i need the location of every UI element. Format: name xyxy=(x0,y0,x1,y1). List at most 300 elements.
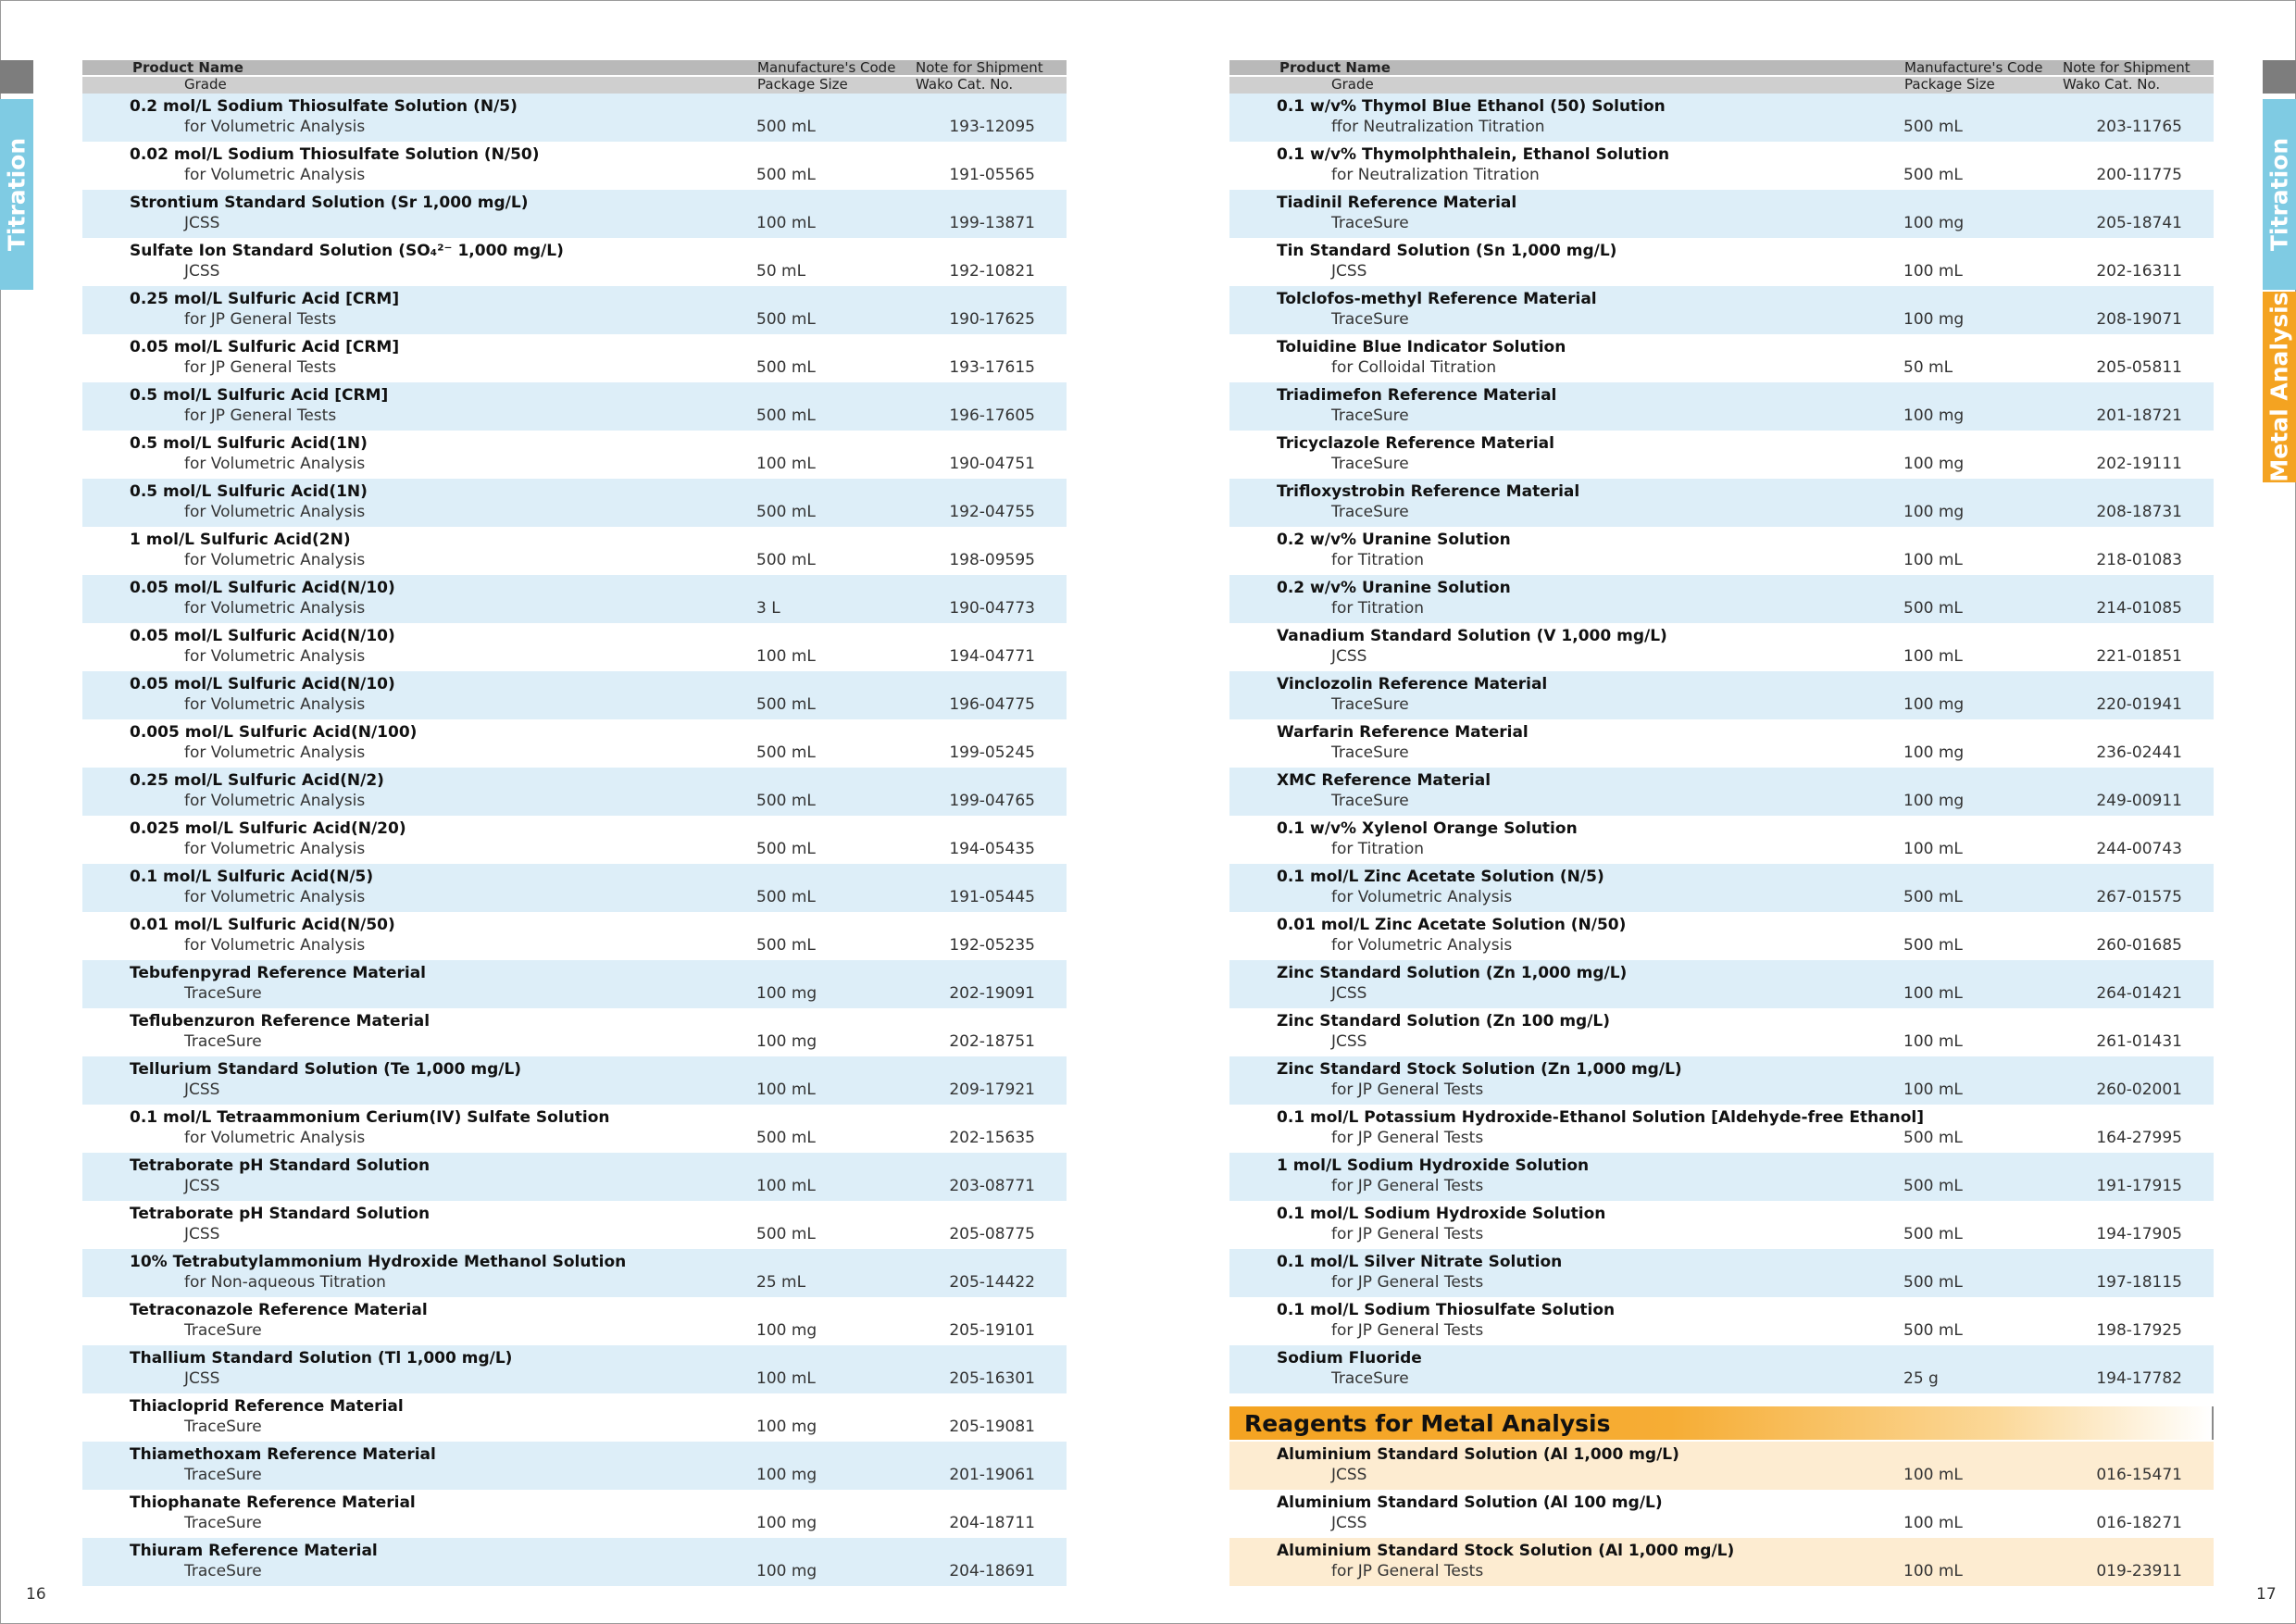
table-row xyxy=(1229,238,2214,286)
product-name: 1 mol/L Sulfuric Acid(2N) xyxy=(130,531,351,549)
package-size: 100 mg xyxy=(756,1418,817,1436)
product-grade: for Volumetric Analysis xyxy=(184,503,366,521)
right-product-table xyxy=(1229,60,2214,1586)
product-grade: TraceSure xyxy=(184,1466,262,1484)
product-name: Vanadium Standard Solution (V 1,000 mg/L) xyxy=(1277,627,1667,645)
package-size: 500 mL xyxy=(1903,1321,1963,1340)
catalog-number: 196-04775 xyxy=(949,695,1035,714)
package-size: 500 mL xyxy=(756,936,816,955)
package-size: 100 mL xyxy=(1903,1081,1963,1099)
product-grade: for Neutralization Titration xyxy=(1331,166,1540,184)
package-size: 100 mg xyxy=(1903,695,1965,714)
product-grade: for Volumetric Analysis xyxy=(184,551,366,569)
catalog-number: 192-04755 xyxy=(949,503,1035,521)
product-name: Toluidine Blue Indicator Solution xyxy=(1277,338,1566,356)
tab-titration-left[interactable] xyxy=(0,99,33,290)
package-size: 100 mL xyxy=(1903,984,1963,1003)
catalog-number: 202-19091 xyxy=(949,984,1035,1003)
product-name: Tricyclazole Reference Material xyxy=(1277,434,1554,453)
table-row xyxy=(82,1442,1067,1490)
tab-label: Metal Analysis xyxy=(2265,292,2293,482)
product-grade: for Volumetric Analysis xyxy=(184,936,366,955)
package-size: 100 mL xyxy=(1903,1466,1963,1484)
product-grade: TraceSure xyxy=(184,1562,262,1580)
product-name: Aluminium Standard Stock Solution (Al 1,000 mg/L) xyxy=(1277,1542,1735,1560)
table-row xyxy=(1229,575,2214,623)
product-name: 0.05 mol/L Sulfuric Acid(N/10) xyxy=(130,579,395,597)
catalog-number: 205-18741 xyxy=(2096,214,2182,232)
product-grade: for Volumetric Analysis xyxy=(184,840,366,858)
table-row xyxy=(1229,1008,2214,1056)
gray-marker xyxy=(0,60,33,94)
catalog-number: 202-18751 xyxy=(949,1032,1035,1051)
product-grade: JCSS xyxy=(184,1225,220,1243)
product-name: Triadimefon Reference Material xyxy=(1277,386,1557,405)
product-name: 0.1 mol/L Silver Nitrate Solution xyxy=(1277,1253,1563,1271)
product-name: 0.005 mol/L Sulfuric Acid(N/100) xyxy=(130,723,418,742)
product-grade: for JP General Tests xyxy=(1331,1562,1484,1580)
package-size: 500 mL xyxy=(1903,888,1963,906)
package-size: 500 mL xyxy=(756,743,816,762)
catalog-number: 202-19111 xyxy=(2096,455,2182,473)
catalog-number: 205-19101 xyxy=(949,1321,1035,1340)
table-row xyxy=(82,286,1067,334)
catalog-number: 209-17921 xyxy=(949,1081,1035,1099)
section-banner xyxy=(1229,1406,2214,1440)
package-size: 500 mL xyxy=(756,792,816,810)
package-size: 500 mL xyxy=(1903,1225,1963,1243)
table-row xyxy=(1229,768,2214,816)
table-row xyxy=(1229,190,2214,238)
product-grade: JCSS xyxy=(1331,262,1367,281)
catalog-number: 205-14422 xyxy=(949,1273,1035,1292)
catalog-number: 218-01083 xyxy=(2096,551,2182,569)
product-grade: for Volumetric Analysis xyxy=(184,166,366,184)
header-product-name: Product Name xyxy=(132,59,243,76)
product-name: Thiamethoxam Reference Material xyxy=(130,1445,436,1464)
catalog-number: 203-11765 xyxy=(2096,118,2182,136)
header-note-shipment: Note for Shipment xyxy=(2063,59,2190,76)
catalog-number: 260-01685 xyxy=(2096,936,2182,955)
table-row xyxy=(82,479,1067,527)
catalog-number: 202-15635 xyxy=(949,1129,1035,1147)
catalog-number: 193-17615 xyxy=(949,358,1035,377)
product-name: 0.5 mol/L Sulfuric Acid(1N) xyxy=(130,482,368,501)
catalog-number: 194-17905 xyxy=(2096,1225,2182,1243)
catalog-number: 208-19071 xyxy=(2096,310,2182,329)
table-row xyxy=(1229,94,2214,142)
catalog-number: 190-17625 xyxy=(949,310,1035,329)
catalog-number: 203-08771 xyxy=(949,1177,1035,1195)
table-row xyxy=(1229,1297,2214,1345)
table-header xyxy=(82,60,1067,94)
package-size: 100 mL xyxy=(1903,647,1963,666)
catalog-number: 199-13871 xyxy=(949,214,1035,232)
table-row xyxy=(82,864,1067,912)
table-row xyxy=(82,1297,1067,1345)
table-header xyxy=(1229,60,2214,94)
product-grade: for Colloidal Titration xyxy=(1331,358,1497,377)
catalog-number: 201-18721 xyxy=(2096,406,2182,425)
package-size: 500 mL xyxy=(1903,1273,1963,1292)
catalog-number: 016-15471 xyxy=(2096,1466,2182,1484)
catalog-number: 205-19081 xyxy=(949,1418,1035,1436)
table-row xyxy=(82,1490,1067,1538)
package-size: 100 mL xyxy=(756,214,816,232)
table-row xyxy=(82,334,1067,382)
product-name: Tetraconazole Reference Material xyxy=(130,1301,428,1319)
product-name: Tebufenpyrad Reference Material xyxy=(130,964,427,982)
table-row xyxy=(1229,142,2214,190)
product-grade: for Volumetric Analysis xyxy=(184,599,366,618)
product-name: 0.25 mol/L Sulfuric Acid [CRM] xyxy=(130,290,400,308)
catalog-number: 019-23911 xyxy=(2096,1562,2182,1580)
catalog-number: 197-18115 xyxy=(2096,1273,2182,1292)
product-grade: TraceSure xyxy=(184,984,262,1003)
table-row xyxy=(82,768,1067,816)
product-name: 0.2 w/v% Uranine Solution xyxy=(1277,531,1511,549)
package-size: 100 mg xyxy=(756,1032,817,1051)
catalog-number: 205-05811 xyxy=(2096,358,2182,377)
catalog-number: 190-04773 xyxy=(949,599,1035,618)
product-grade: ffor Neutralization Titration xyxy=(1331,118,1545,136)
product-name: Sulfate Ion Standard Solution (SO₄²⁻ 1,000 mg/L) xyxy=(130,242,564,260)
package-size: 25 mL xyxy=(756,1273,806,1292)
catalog-number: 198-09595 xyxy=(949,551,1035,569)
table-row xyxy=(1229,431,2214,479)
table-row xyxy=(1229,479,2214,527)
tab-label: Titration xyxy=(3,137,31,252)
product-grade: for Volumetric Analysis xyxy=(184,792,366,810)
package-size: 100 mL xyxy=(1903,1562,1963,1580)
product-grade: for JP General Tests xyxy=(1331,1225,1484,1243)
product-name: Tin Standard Solution (Sn 1,000 mg/L) xyxy=(1277,242,1617,260)
product-grade: for Non-aqueous Titration xyxy=(184,1273,386,1292)
package-size: 500 mL xyxy=(1903,118,1963,136)
catalog-number: 204-18691 xyxy=(949,1562,1035,1580)
table-row xyxy=(1229,527,2214,575)
gray-marker xyxy=(2263,60,2296,94)
product-grade: for Volumetric Analysis xyxy=(184,743,366,762)
table-row xyxy=(82,1056,1067,1105)
product-name: Aluminium Standard Solution (Al 100 mg/L) xyxy=(1277,1493,1663,1512)
header-package-size: Package Size xyxy=(1904,76,1995,93)
product-grade: for Volumetric Analysis xyxy=(184,118,366,136)
product-name: Strontium Standard Solution (Sr 1,000 mg/L) xyxy=(130,194,529,212)
package-size: 100 mL xyxy=(1903,551,1963,569)
catalog-number: 200-11775 xyxy=(2096,166,2182,184)
product-grade: JCSS xyxy=(184,1081,220,1099)
package-size: 500 mL xyxy=(1903,936,1963,955)
table-row xyxy=(82,912,1067,960)
catalog-number: 260-02001 xyxy=(2096,1081,2182,1099)
product-grade: for Titration xyxy=(1331,551,1424,569)
catalog-number: 199-04765 xyxy=(949,792,1035,810)
table-row xyxy=(82,1201,1067,1249)
header-cat-no: Wako Cat. No. xyxy=(2063,76,2161,93)
table-row xyxy=(1229,1105,2214,1153)
tab-metal-analysis[interactable] xyxy=(2263,292,2296,482)
product-name: 1 mol/L Sodium Hydroxide Solution xyxy=(1277,1156,1590,1175)
product-grade: for Volumetric Analysis xyxy=(184,647,366,666)
product-grade: JCSS xyxy=(1331,1514,1367,1532)
package-size: 100 mg xyxy=(1903,503,1965,521)
catalog-number: 264-01421 xyxy=(2096,984,2182,1003)
header-note-shipment: Note for Shipment xyxy=(916,59,1043,76)
product-grade: TraceSure xyxy=(1331,503,1409,521)
package-size: 500 mL xyxy=(1903,599,1963,618)
product-name: 0.025 mol/L Sulfuric Acid(N/20) xyxy=(130,819,406,838)
package-size: 100 mL xyxy=(756,1369,816,1388)
product-name: 0.02 mol/L Sodium Thiosulfate Solution (N/50) xyxy=(130,145,540,164)
header-package-size: Package Size xyxy=(757,76,848,93)
catalog-number: 267-01575 xyxy=(2096,888,2182,906)
table-row xyxy=(82,527,1067,575)
package-size: 500 mL xyxy=(756,888,816,906)
catalog-number: 191-17915 xyxy=(2096,1177,2182,1195)
catalog-number: 205-16301 xyxy=(949,1369,1035,1388)
table-row xyxy=(1229,1538,2214,1586)
package-size: 100 mL xyxy=(1903,840,1963,858)
table-row xyxy=(82,382,1067,431)
product-grade: JCSS xyxy=(184,262,220,281)
product-name: 0.1 mol/L Tetraammonium Cerium(IV) Sulfate Solution xyxy=(130,1108,610,1127)
product-grade: TraceSure xyxy=(184,1418,262,1436)
header-product-name: Product Name xyxy=(1279,59,1391,76)
catalog-number: 164-27995 xyxy=(2096,1129,2182,1147)
product-name: Tiadinil Reference Material xyxy=(1277,194,1517,212)
left-rows xyxy=(82,94,1067,1586)
catalog-number: 194-04771 xyxy=(949,647,1035,666)
product-grade: for JP General Tests xyxy=(184,358,337,377)
catalog-number: 191-05565 xyxy=(949,166,1035,184)
catalog-number: 194-17782 xyxy=(2096,1369,2182,1388)
catalog-number: 244-00743 xyxy=(2096,840,2182,858)
header-manufacture-code: Manufacture's Code xyxy=(1904,59,2043,76)
package-size: 100 mg xyxy=(1903,792,1965,810)
product-grade: JCSS xyxy=(184,1369,220,1388)
product-grade: for Titration xyxy=(1331,599,1424,618)
product-name: Trifloxystrobin Reference Material xyxy=(1277,482,1580,501)
table-row xyxy=(82,816,1067,864)
product-grade: for JP General Tests xyxy=(184,406,337,425)
catalog-number: 199-05245 xyxy=(949,743,1035,762)
table-row xyxy=(1229,334,2214,382)
left-product-table xyxy=(82,60,1067,1586)
page-number-right: 17 xyxy=(2256,1585,2277,1604)
header-manufacture-code: Manufacture's Code xyxy=(757,59,896,76)
metal-rows xyxy=(1229,1442,2214,1586)
product-name: Teflubenzuron Reference Material xyxy=(130,1012,430,1031)
table-row xyxy=(1229,1442,2214,1490)
table-row xyxy=(82,1105,1067,1153)
right-rows xyxy=(1229,94,2214,1393)
header-grade: Grade xyxy=(184,76,227,93)
table-row xyxy=(82,1538,1067,1586)
table-row xyxy=(1229,1056,2214,1105)
table-row xyxy=(82,1393,1067,1442)
table-row xyxy=(82,671,1067,719)
product-name: 0.1 w/v% Thymol Blue Ethanol (50) Solution xyxy=(1277,97,1666,116)
table-row xyxy=(1229,1249,2214,1297)
product-name: Aluminium Standard Solution (Al 1,000 mg/L) xyxy=(1277,1445,1679,1464)
catalog-number: 220-01941 xyxy=(2096,695,2182,714)
product-name: 0.05 mol/L Sulfuric Acid [CRM] xyxy=(130,338,400,356)
package-size: 500 mL xyxy=(756,840,816,858)
package-size: 500 mL xyxy=(1903,166,1963,184)
table-row xyxy=(82,142,1067,190)
product-name: Zinc Standard Solution (Zn 100 mg/L) xyxy=(1277,1012,1611,1031)
package-size: 500 mL xyxy=(1903,1129,1963,1147)
product-grade: TraceSure xyxy=(1331,1369,1409,1388)
table-row xyxy=(82,1153,1067,1201)
catalog-number: 208-18731 xyxy=(2096,503,2182,521)
package-size: 100 mg xyxy=(756,1562,817,1580)
product-grade: TraceSure xyxy=(184,1514,262,1532)
package-size: 100 mg xyxy=(756,1466,817,1484)
header-grade: Grade xyxy=(1331,76,1374,93)
product-grade: JCSS xyxy=(184,1177,220,1195)
package-size: 500 mL xyxy=(756,1129,816,1147)
table-row xyxy=(82,623,1067,671)
product-grade: TraceSure xyxy=(1331,455,1409,473)
product-name: 0.1 mol/L Zinc Acetate Solution (N/5) xyxy=(1277,868,1604,886)
product-grade: for Volumetric Analysis xyxy=(184,1129,366,1147)
table-row xyxy=(1229,1201,2214,1249)
package-size: 100 mg xyxy=(756,984,817,1003)
product-name: 0.2 w/v% Uranine Solution xyxy=(1277,579,1511,597)
product-name: 0.1 mol/L Sodium Hydroxide Solution xyxy=(1277,1205,1606,1223)
product-name: Zinc Standard Solution (Zn 1,000 mg/L) xyxy=(1277,964,1628,982)
product-grade: for JP General Tests xyxy=(184,310,337,329)
catalog-number: 193-12095 xyxy=(949,118,1035,136)
product-grade: TraceSure xyxy=(1331,310,1409,329)
package-size: 100 mg xyxy=(756,1514,817,1532)
product-name: Thallium Standard Solution (Tl 1,000 mg/L) xyxy=(130,1349,513,1368)
table-row xyxy=(1229,912,2214,960)
header-cat-no: Wako Cat. No. xyxy=(916,76,1014,93)
product-grade: for JP General Tests xyxy=(1331,1081,1484,1099)
package-size: 100 mL xyxy=(756,1177,816,1195)
package-size: 500 mL xyxy=(756,406,816,425)
product-grade: for Volumetric Analysis xyxy=(184,455,366,473)
product-name: Sodium Fluoride xyxy=(1277,1349,1422,1368)
catalog-number: 198-17925 xyxy=(2096,1321,2182,1340)
package-size: 500 mL xyxy=(756,358,816,377)
product-grade: for JP General Tests xyxy=(1331,1129,1484,1147)
table-row xyxy=(1229,1153,2214,1201)
package-size: 25 g xyxy=(1903,1369,1939,1388)
product-name: 0.05 mol/L Sulfuric Acid(N/10) xyxy=(130,627,395,645)
catalog-number: 214-01085 xyxy=(2096,599,2182,618)
table-row xyxy=(1229,719,2214,768)
product-name: 0.01 mol/L Sulfuric Acid(N/50) xyxy=(130,916,395,934)
product-name: 0.01 mol/L Zinc Acetate Solution (N/50) xyxy=(1277,916,1627,934)
package-size: 500 mL xyxy=(1903,1177,1963,1195)
product-grade: TraceSure xyxy=(1331,406,1409,425)
table-row xyxy=(82,238,1067,286)
catalog-number: 202-16311 xyxy=(2096,262,2182,281)
table-row xyxy=(1229,1345,2214,1393)
product-name: 0.1 mol/L Sodium Thiosulfate Solution xyxy=(1277,1301,1616,1319)
package-size: 100 mg xyxy=(1903,214,1965,232)
product-grade: TraceSure xyxy=(184,1032,262,1051)
product-name: 0.1 w/v% Thymolphthalein, Ethanol Solution xyxy=(1277,145,1670,164)
table-row xyxy=(82,575,1067,623)
product-grade: JCSS xyxy=(1331,984,1367,1003)
table-row xyxy=(82,1249,1067,1297)
package-size: 50 mL xyxy=(1903,358,1953,377)
table-row xyxy=(82,1008,1067,1056)
table-row xyxy=(1229,864,2214,912)
product-name: Tetraborate pH Standard Solution xyxy=(130,1205,430,1223)
product-grade: TraceSure xyxy=(1331,743,1409,762)
package-size: 500 mL xyxy=(756,695,816,714)
product-name: 0.1 mol/L Potassium Hydroxide-Ethanol Solution [Aldehyde-free Ethanol] xyxy=(1277,1108,1925,1127)
product-name: 0.2 mol/L Sodium Thiosulfate Solution (N/5) xyxy=(130,97,518,116)
tab-label: Titration xyxy=(2265,137,2293,252)
product-name: Tellurium Standard Solution (Te 1,000 mg/L) xyxy=(130,1060,522,1079)
product-grade: for JP General Tests xyxy=(1331,1177,1484,1195)
tab-titration-right[interactable] xyxy=(2263,99,2296,290)
product-grade: JCSS xyxy=(1331,647,1367,666)
catalog-number: 196-17605 xyxy=(949,406,1035,425)
product-grade: for Volumetric Analysis xyxy=(1331,888,1513,906)
package-size: 100 mg xyxy=(1903,406,1965,425)
product-name: Thiophanate Reference Material xyxy=(130,1493,416,1512)
product-grade: for Titration xyxy=(1331,840,1424,858)
product-grade: for Volumetric Analysis xyxy=(1331,936,1513,955)
product-grade: for JP General Tests xyxy=(1331,1321,1484,1340)
catalog-number: 194-05435 xyxy=(949,840,1035,858)
package-size: 500 mL xyxy=(756,166,816,184)
product-grade: JCSS xyxy=(1331,1466,1367,1484)
package-size: 100 mg xyxy=(1903,310,1965,329)
product-name: 10% Tetrabutylammonium Hydroxide Methanol Solution xyxy=(130,1253,627,1271)
catalog-number: 205-08775 xyxy=(949,1225,1035,1243)
table-row xyxy=(82,431,1067,479)
section-title: Reagents for Metal Analysis xyxy=(1244,1410,1611,1437)
product-grade: TraceSure xyxy=(1331,214,1409,232)
table-row xyxy=(82,960,1067,1008)
package-size: 50 mL xyxy=(756,262,806,281)
product-name: 0.5 mol/L Sulfuric Acid(1N) xyxy=(130,434,368,453)
package-size: 500 mL xyxy=(756,1225,816,1243)
product-grade: TraceSure xyxy=(1331,792,1409,810)
catalog-number: 249-00911 xyxy=(2096,792,2182,810)
table-row xyxy=(1229,382,2214,431)
catalog-number: 192-05235 xyxy=(949,936,1035,955)
product-grade: for JP General Tests xyxy=(1331,1273,1484,1292)
package-size: 3 L xyxy=(756,599,780,618)
product-name: Thiacloprid Reference Material xyxy=(130,1397,404,1416)
table-row xyxy=(82,190,1067,238)
product-name: Vinclozolin Reference Material xyxy=(1277,675,1548,693)
product-grade: for Volumetric Analysis xyxy=(184,888,366,906)
product-name: 0.1 w/v% Xylenol Orange Solution xyxy=(1277,819,1578,838)
catalog-number: 236-02441 xyxy=(2096,743,2182,762)
catalog-number: 190-04751 xyxy=(949,455,1035,473)
package-size: 100 mL xyxy=(1903,262,1963,281)
product-name: 0.05 mol/L Sulfuric Acid(N/10) xyxy=(130,675,395,693)
package-size: 500 mL xyxy=(756,551,816,569)
catalog-number: 204-18711 xyxy=(949,1514,1035,1532)
package-size: 100 mL xyxy=(756,1081,816,1099)
table-row xyxy=(1229,816,2214,864)
product-name: Zinc Standard Stock Solution (Zn 1,000 mg/L) xyxy=(1277,1060,1682,1079)
product-grade: TraceSure xyxy=(1331,695,1409,714)
page-number-left: 16 xyxy=(26,1585,46,1604)
